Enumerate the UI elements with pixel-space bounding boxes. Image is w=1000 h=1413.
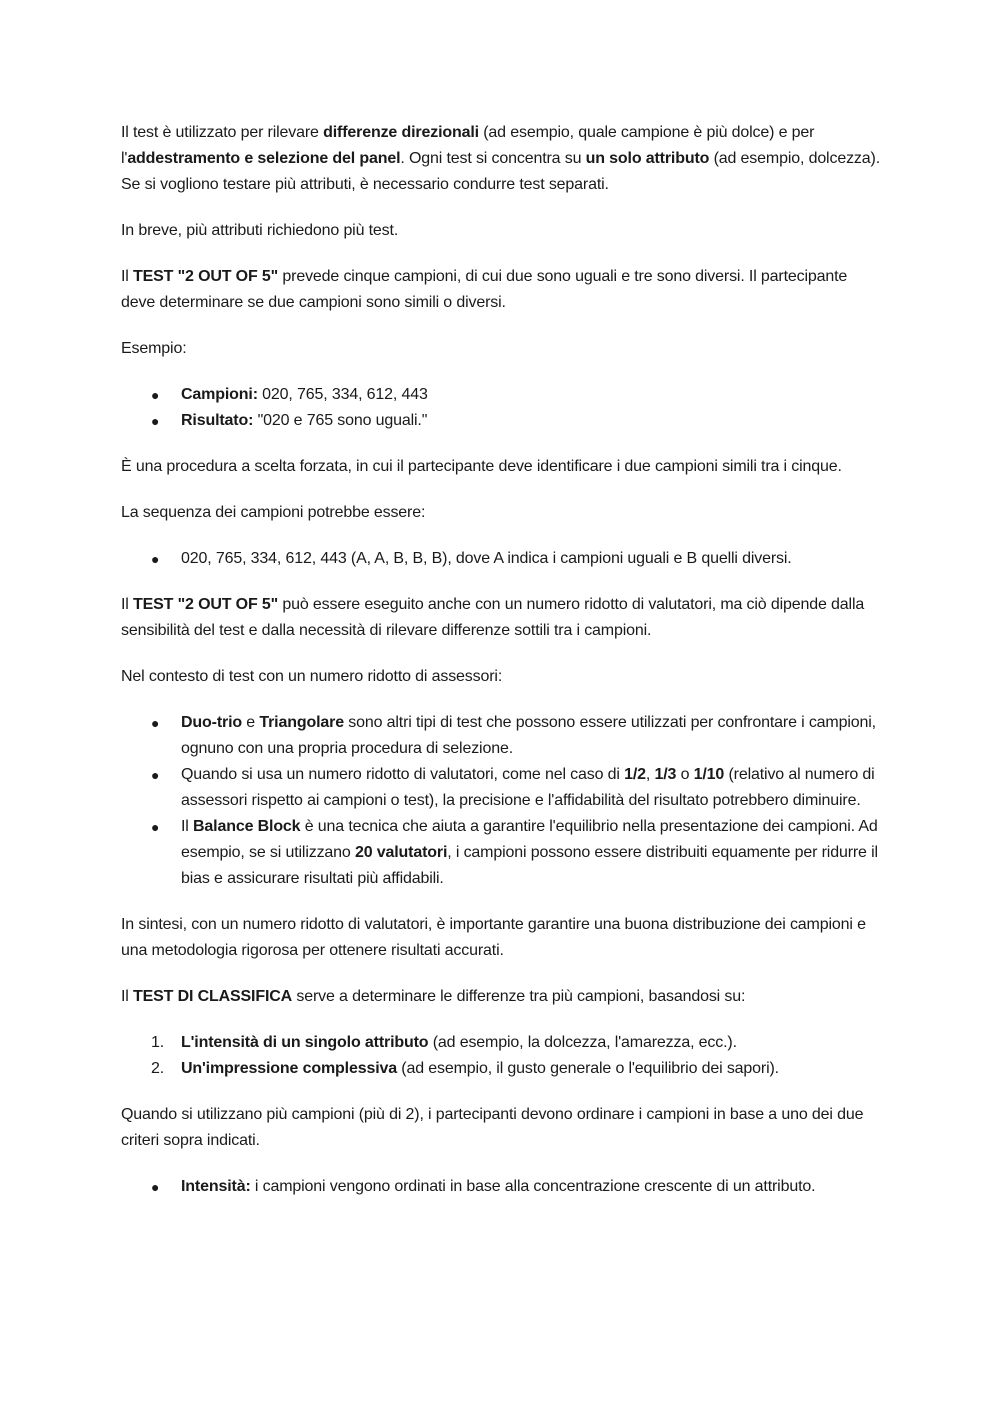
list-item: 1. L'intensità di un singolo attributo (ad esempio, la dolcezza, l'amarezza, ecc.). bbox=[121, 1030, 881, 1056]
bullet-icon: ● bbox=[151, 387, 160, 403]
paragraph-example-label: Esempio: bbox=[121, 340, 187, 357]
paragraph-multiple-samples: Quando si utilizzano più campioni (più di 2), i partecipanti devono ordinare i campioni in base a uno dei due criteri sopra indicati. bbox=[121, 1106, 864, 1149]
bullet-icon: ● bbox=[151, 819, 160, 835]
paragraph-assessors-context: Nel contesto di test con un numero ridotto di assessori: bbox=[121, 668, 503, 685]
bullet-icon: ● bbox=[151, 715, 160, 731]
document-body bbox=[121, 120, 881, 1220]
bullet-icon: ● bbox=[151, 551, 160, 567]
bullet-icon: ● bbox=[151, 1179, 160, 1195]
list-item: ● Il Balance Block è una tecnica che aiuta a garantire l'equilibrio nella presentazione dei campioni. Ad esempio, se si utilizzano 20 valutatori, i campioni possono essere distribuiti equamente per ridurre il bias e assicurare risultati più affidabili. bbox=[121, 814, 881, 892]
list-item: ● 020, 765, 334, 612, 443 (A, A, B, B, B), dove A indica i campioni uguali e B quelli diversi. bbox=[121, 546, 881, 572]
list-item: ● Campioni: 020, 765, 334, 612, 443 bbox=[121, 382, 881, 408]
paragraph-forced-choice: È una procedura a scelta forzata, in cui il partecipante deve identificare i due campioni simili tra i cinque. bbox=[121, 458, 842, 475]
paragraph-ranking-test: Il TEST DI CLASSIFICA serve a determinare le differenze tra più campioni, basandosi su: bbox=[121, 988, 746, 1005]
ranking-criteria-list bbox=[121, 1030, 881, 1082]
list-item: ● Quando si usa un numero ridotto di valutatori, come nel caso di 1/2, 1/3 o 1/10 (relativo al numero di assessori rispetto ai campioni o test), la precisione e l'affidabilità del risultato potrebbero diminuire. bbox=[121, 762, 881, 814]
list-number: 2. bbox=[151, 1060, 165, 1077]
bullet-icon: ● bbox=[151, 413, 160, 429]
list-item: ● Risultato: "020 e 765 sono uguali." bbox=[121, 408, 881, 434]
sequence-list bbox=[121, 546, 881, 572]
paragraph-reduced-evaluators: Il TEST "2 OUT OF 5" può essere eseguito anche con un numero ridotto di valutatori, ma ciò dipende dalla sensibilità del test e dalla necessità di rilevare differenze sottili tra i campioni. bbox=[121, 596, 865, 639]
list-item: ● Intensità: i campioni vengono ordinati in base alla concentrazione crescente di un attributo. bbox=[121, 1174, 881, 1200]
list-item: ● Duo-trio e Triangolare sono altri tipi di test che possono essere utilizzati per confrontare i campioni, ognuno con una propria procedura di selezione. bbox=[121, 710, 881, 762]
list-item: 2. Un'impressione complessiva (ad esempio, il gusto generale o l'equilibrio dei sapori). bbox=[121, 1056, 881, 1082]
paragraph-2-out-of-5: Il TEST "2 OUT OF 5" prevede cinque campioni, di cui due sono uguali e tre sono diversi. Il partecipante deve determinare se due campioni sono simili o diversi. bbox=[121, 268, 848, 311]
paragraph-intro: Il test è utilizzato per rilevare differenze direzionali (ad esempio, quale campione è più dolce) e per l'addestramento e selezione del panel. Ogni test si concentra su un solo attributo (ad esempio, dolcezza). Se si vogliono testare più attributi, è necessario condurre test separati. bbox=[121, 124, 880, 193]
intensity-list bbox=[121, 1174, 881, 1200]
example-list bbox=[121, 382, 881, 434]
paragraph-synthesis: In sintesi, con un numero ridotto di valutatori, è importante garantire una buona distribuzione dei campioni e una metodologia rigorosa per ottenere risultati accurati. bbox=[121, 916, 866, 959]
list-number: 1. bbox=[151, 1034, 165, 1051]
paragraph-sequence-label: La sequenza dei campioni potrebbe essere: bbox=[121, 504, 426, 521]
bullet-icon: ● bbox=[151, 767, 160, 783]
paragraph-summary: In breve, più attributi richiedono più test. bbox=[121, 222, 399, 239]
assessors-list bbox=[121, 710, 881, 892]
